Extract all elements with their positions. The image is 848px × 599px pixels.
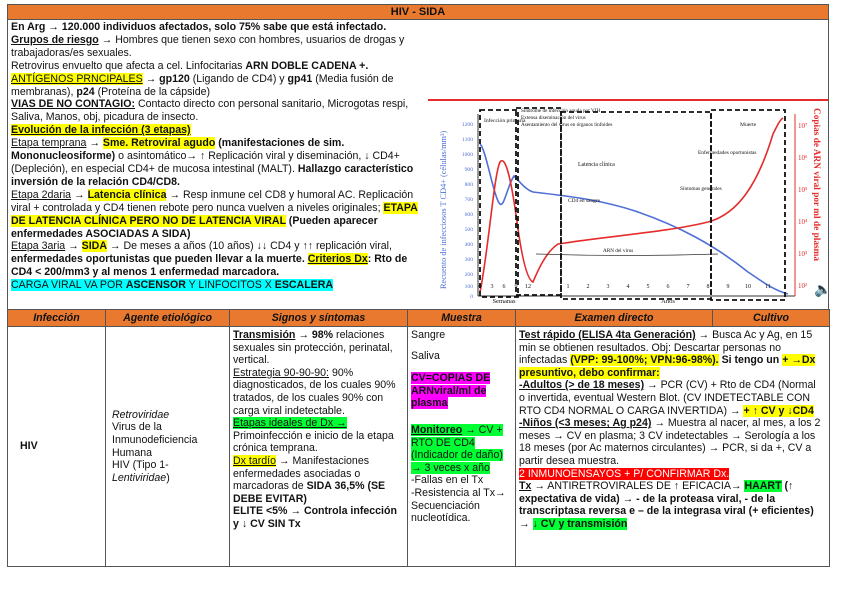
- annotation-cd4: CD4 en sangre: [568, 198, 601, 204]
- cell-exam: [516, 327, 830, 567]
- sample-blood: Sangre: [411, 329, 446, 341]
- stage3-label: Etapa 3aria: [11, 240, 66, 253]
- adults-line: [519, 379, 824, 417]
- viral-load-stairs: ESCALERA: [274, 279, 334, 292]
- header-exam: Examen directo: [516, 310, 713, 327]
- cell-agent: [106, 327, 230, 567]
- y-ticks-left: [462, 122, 473, 300]
- y-tick-right: 10²: [798, 282, 808, 290]
- viral-rna-curve: [480, 118, 783, 292]
- stage2-latency-highlight: ETAPA DE LATENCIA CLÍNICA PERO NO DE LATENCIA VIRAL: [11, 201, 418, 227]
- transmission-arrow: →: [295, 329, 312, 341]
- routes-line: [11, 98, 423, 124]
- criteria-label: Criterios Dx: [307, 253, 368, 266]
- stage2-highlight: Latencia clínica: [87, 188, 167, 201]
- cell-infection: HIV: [8, 327, 106, 567]
- stage2-arrow: →: [71, 188, 88, 201]
- viral-load-definition: [411, 372, 512, 410]
- stage2-text: → Resp inmune cel CD8 y humoral AC. Replicación viral + controlada y CD4 tienen rebote pero nunca vuelven a niveles originales;: [11, 188, 414, 214]
- virus-text-a: Retrovirus envuelto que afecta a cel. Linfocitarias: [11, 59, 246, 72]
- cell-sample: [408, 327, 516, 567]
- confirm-text: 2 INMUNOENSAYOS + P/ CONFIRMAR Dx.: [519, 467, 730, 480]
- evolution-label: Evolución de la infección (3 etapas): [11, 124, 191, 137]
- viral-load-text: CV=COPIAS DE ARNviral/ml de plasma: [411, 372, 491, 410]
- treatment-a: → ANTIRETROVIRALES DE ↑ EFICACIA→: [531, 480, 745, 493]
- stage2-note: (Pueden aparecer enfermedades ASOCIADAS A SIDA): [11, 214, 378, 240]
- header-signs: Signos y síntomas: [230, 310, 408, 327]
- virus-genome: ARN DOBLE CADENA +.: [245, 59, 369, 72]
- y-tick-left: 0: [470, 294, 473, 300]
- header-agent: Agente etiológico: [106, 310, 230, 327]
- x-tick-year: 9: [726, 284, 730, 290]
- annotation-primary: Infección primaria: [484, 118, 526, 124]
- stage1-finding: Hallazgo característico inversión de la relación CD4/CD8.: [11, 162, 414, 188]
- late-line: [233, 455, 404, 505]
- virus-text-g: (Ligando de CD4) y: [189, 72, 288, 85]
- x-tick-year: 6: [666, 284, 670, 290]
- stage2-label: Etapa 2daria: [11, 188, 72, 201]
- gp120: gp120: [159, 72, 190, 85]
- x-tick-year: 10: [745, 284, 751, 290]
- y-tick-left: 1000: [461, 152, 473, 158]
- affected-line: [11, 21, 423, 34]
- adults-text: → PCR (CV) + Rto de CD4 (Normal o invertida, eventual Western Blot. (CV INDETECTABLE CON RTO CD4 NORMAL O CARGA INVERTIDA) →: [519, 379, 816, 417]
- x-tick-year: 3: [606, 284, 610, 290]
- agent-type-line: [112, 459, 226, 484]
- monitoring-line: [411, 424, 512, 474]
- y-tick-left: 800: [464, 182, 473, 188]
- kids-label: -Niños (<3 meses; Ag p24): [519, 417, 652, 430]
- evolution-line: [11, 124, 423, 137]
- failure-tx: -Fallas en el Tx: [411, 474, 484, 487]
- stage3-text: → De meses a años (10 años) ↓↓ CD4 y ↑↑ replicación viral,: [106, 240, 392, 253]
- overview-section: [7, 20, 832, 309]
- y-tick-right: 10⁷: [798, 122, 808, 130]
- strategy-line: [233, 367, 404, 417]
- virus-text-e: →: [142, 72, 160, 85]
- annotation-syndrome-1: Síndrome de infección aguda por VIH: [521, 108, 601, 114]
- transmission-label: Transmisión: [233, 329, 296, 341]
- criteria-text: : Rto de CD4 < 200/mm3 y al menos 1 enfermedad marcadora.: [11, 253, 408, 279]
- speaker-icon[interactable]: 🔈: [814, 281, 832, 297]
- ideal-text: Primoinfección e inicio de la etapa crónica temprana.: [233, 429, 394, 455]
- ideal-line: [233, 417, 404, 455]
- y-tick-left: 200: [464, 272, 473, 278]
- y-tick-left: 400: [464, 242, 473, 248]
- hiv-progression-graph: [428, 104, 828, 304]
- latency-marker: [536, 254, 718, 256]
- annotation-syndrome-3: Asentamiento del virus en órganos linfoides: [521, 122, 613, 128]
- x-tick-year: 11: [765, 284, 771, 290]
- y-tick-right: 10⁴: [798, 218, 808, 226]
- header-culture: Cultivo: [713, 310, 830, 327]
- transmission-text: relaciones sexuales sin protección, perinatal, vertical.: [233, 329, 393, 367]
- viral-load-line: [11, 279, 423, 292]
- y-axis-label-left: Recuento de infecciosos T CD4+ (células/mm³): [439, 130, 448, 289]
- stage3-opportunistic: enfermedades oportunistas que pueden llevar a la muerte.: [11, 253, 305, 266]
- rapid-test-confirm: + →Dx presuntivo, debo confirmar:: [519, 354, 816, 379]
- x-tick-week: 9: [514, 284, 518, 290]
- y-ticks-right: [798, 122, 808, 290]
- x-tick-year: 5: [646, 284, 650, 290]
- late-label: Dx tardío: [233, 454, 276, 467]
- y-tick-left: 500: [464, 227, 473, 233]
- x-axis-label-weeks: Semanas: [492, 298, 516, 304]
- stage1-highlight: Sme. Retroviral agudo: [102, 137, 216, 150]
- y-tick-left: 1100: [462, 137, 473, 143]
- late-aids: SIDA 36,5% (SE DEBE EVITAR): [233, 480, 386, 505]
- monitoring-b: (Indicador de daño): [411, 449, 503, 462]
- x-tick-year: 1: [566, 284, 570, 290]
- risk-text: → Hombres que tienen sexo con hombres, usuarios de drogas y trabajadoras/es sexuales.: [11, 33, 405, 59]
- x-ticks-years: [567, 284, 771, 290]
- x-tick-year: 8: [706, 284, 710, 290]
- risk-label: Grupos de riesgo: [11, 33, 99, 46]
- stage1-label: Etapa temprana: [11, 137, 87, 150]
- stage1-line: [11, 137, 423, 189]
- x-tick-year: 4: [626, 284, 630, 290]
- y-tick-left: 600: [464, 212, 473, 218]
- monitoring-a: → CV + RTO DE CD4: [411, 423, 503, 449]
- x-tick-week: 3: [490, 284, 494, 290]
- resistance-tx: -Resistencia al Tx→: [411, 486, 506, 499]
- stage-box-latency: [561, 112, 711, 299]
- adults-result: + ↑ CV y ↓CD4: [743, 404, 814, 417]
- x-ticks-weeks: [479, 284, 532, 290]
- y-tick-right: 10⁵: [798, 186, 808, 194]
- y-tick-left: 900: [464, 167, 473, 173]
- adults-label: -Adultos (> de 18 meses): [519, 379, 645, 392]
- viral-load-c: Y LINFOCITOS X: [185, 279, 275, 292]
- y-tick-left: 300: [464, 257, 473, 263]
- confirm-line: [519, 468, 824, 481]
- diagnosis-table: [7, 309, 830, 567]
- agent-family: Retroviridae: [112, 408, 170, 421]
- annotation-viral: ARN del virus: [603, 248, 634, 254]
- late-text: → Manifestaciones enfermedades asociadas o marcadoras de: [233, 454, 370, 493]
- cell-signs: [230, 327, 408, 567]
- kids-text: → Muestra al nacer, al mes, a los 2 meses → CV en plasma; 3 CV indetectables → Serología a los 18 meses (por Ac maternos circulantes) → PCR, si da +, CV a partir desea muestra.: [519, 417, 821, 467]
- stage2-line: [11, 189, 423, 241]
- transmission-pct: 98%: [311, 329, 334, 341]
- stage3-line: [11, 240, 423, 279]
- annotation-latency: Latencia clínica: [578, 162, 615, 168]
- affected-text: En Arg → 120.000 individuos afectados, solo 75% sabe que está infectado.: [11, 21, 387, 33]
- sample-saliva: Saliva: [411, 349, 440, 362]
- table-row: [8, 327, 830, 567]
- y-tick-left: 1200: [461, 122, 473, 128]
- rapid-test-line: [519, 329, 824, 379]
- routes-text: Contacto directo con personal sanitario, Microgotas respi, Saliva, Manos, obj, picadura de insecto.: [11, 98, 409, 124]
- routes-label: VIAS DE NO CONTAGIO:: [11, 98, 135, 111]
- stage-box-acute: [516, 108, 561, 295]
- agent-genus: Lentiviridae: [112, 471, 167, 484]
- antigens-label: ANTÍGENOS PRNCIPALES: [11, 72, 143, 85]
- rapid-test-values: (VPP: 99-100%; VPN:96-98%).: [570, 354, 719, 367]
- page-title: HIV - SIDA: [7, 4, 829, 20]
- agent-type: HIV (Tipo 1-: [112, 459, 169, 472]
- strategy-label: Estrategia 90-90-90:: [233, 366, 329, 379]
- transmission-line: [233, 329, 404, 367]
- y-tick-left: 700: [464, 197, 473, 203]
- ideal-label: Etapas ideales de Dx →: [233, 417, 347, 430]
- y-axis-label-right: Copias de ARN viral por ml de plasma: [811, 108, 821, 261]
- treatment-label: Tx: [519, 480, 532, 493]
- monitoring-c: → 3 veces x año: [411, 461, 490, 474]
- annotation-death: Muerte: [740, 122, 757, 128]
- y-tick-left: 100: [464, 284, 473, 290]
- risk-line: [11, 34, 423, 60]
- viral-load-a: CARGA VIRAL VA POR: [11, 279, 126, 292]
- header-sample: Muestra: [408, 310, 516, 327]
- haart: HAART: [744, 480, 782, 493]
- stage1-arrow: →: [86, 137, 103, 150]
- x-tick-year: 2: [586, 284, 590, 290]
- x-tick-year: 7: [686, 284, 690, 290]
- virus-text-i: (Media fusión de membranas),: [11, 72, 394, 98]
- table-header-row: [8, 310, 830, 327]
- rapid-test-b: Si tengo un: [718, 354, 783, 367]
- document: [7, 4, 832, 567]
- virus-line: [11, 60, 423, 99]
- treatment-result: ↓ CV y transmisión: [532, 517, 628, 530]
- annotation-opportunistic: Enfermedades oportunistas: [698, 150, 757, 156]
- elite-line: ELITE <5% → Controla infección y ↓ CV SIN Tx: [233, 505, 397, 530]
- strategy-text: 90% diagnosticados, de los cuales 90% tratados, de los cuales 90% con carga viral indetectable.: [233, 366, 396, 417]
- overview-text: [11, 21, 423, 292]
- virus-text-k: (Proteína de la cápside): [94, 85, 211, 98]
- y-tick-right: 10³: [798, 250, 808, 258]
- stage3-highlight: SIDA: [81, 240, 107, 253]
- x-axis-label-years: Años: [661, 298, 675, 304]
- stage1-mono: (manifestaciones de sim. Mononucleosiforme): [11, 137, 345, 163]
- graph-top-rule: [428, 99, 828, 101]
- p24: p24: [76, 85, 95, 98]
- rapid-test-text: → Busca Ac y Ag, en 15 min se obtienen resultados. Obj: Descartar personas no infectadas: [519, 329, 813, 367]
- x-tick-week: 6: [502, 284, 506, 290]
- kids-line: [519, 417, 824, 467]
- annotation-symptoms: Síntomas generales: [680, 186, 722, 192]
- header-infection: Infección: [8, 310, 106, 327]
- gp41: gp41: [287, 72, 313, 85]
- y-tick-right: 10⁶: [798, 154, 808, 162]
- rapid-test-label: Test rápido (ELISA 4ta Generación): [519, 329, 696, 341]
- agent-virus: Virus de la Inmunodeficiencia Humana: [112, 421, 198, 459]
- annotation-syndrome-2: Extensa diseminación del virus: [521, 115, 586, 121]
- stage1-text: o asintomático→ ↑ Replicación viral y diseminación, ↓ CD4+ (Depleción), en especial CD4+ de mucosa intestinal (MALT).: [11, 150, 400, 175]
- monitoring-label: Monitoreo: [411, 423, 463, 436]
- sequencing: Secuenciación nucleotídica.: [411, 499, 480, 525]
- treatment-b: (↑ expectativa de vida) → - de la proteasa viral, - de la transcriptasa reversa e – de la integrasa viral (+ eficientes) →: [519, 480, 814, 530]
- viral-load-elevator: ASCENSOR: [125, 279, 186, 292]
- treatment-line: [519, 480, 824, 530]
- x-tick-week: 0: [478, 284, 482, 290]
- agent-close: ): [166, 471, 170, 484]
- stage3-arrow: →: [65, 240, 82, 253]
- x-tick-week: 12: [525, 284, 531, 290]
